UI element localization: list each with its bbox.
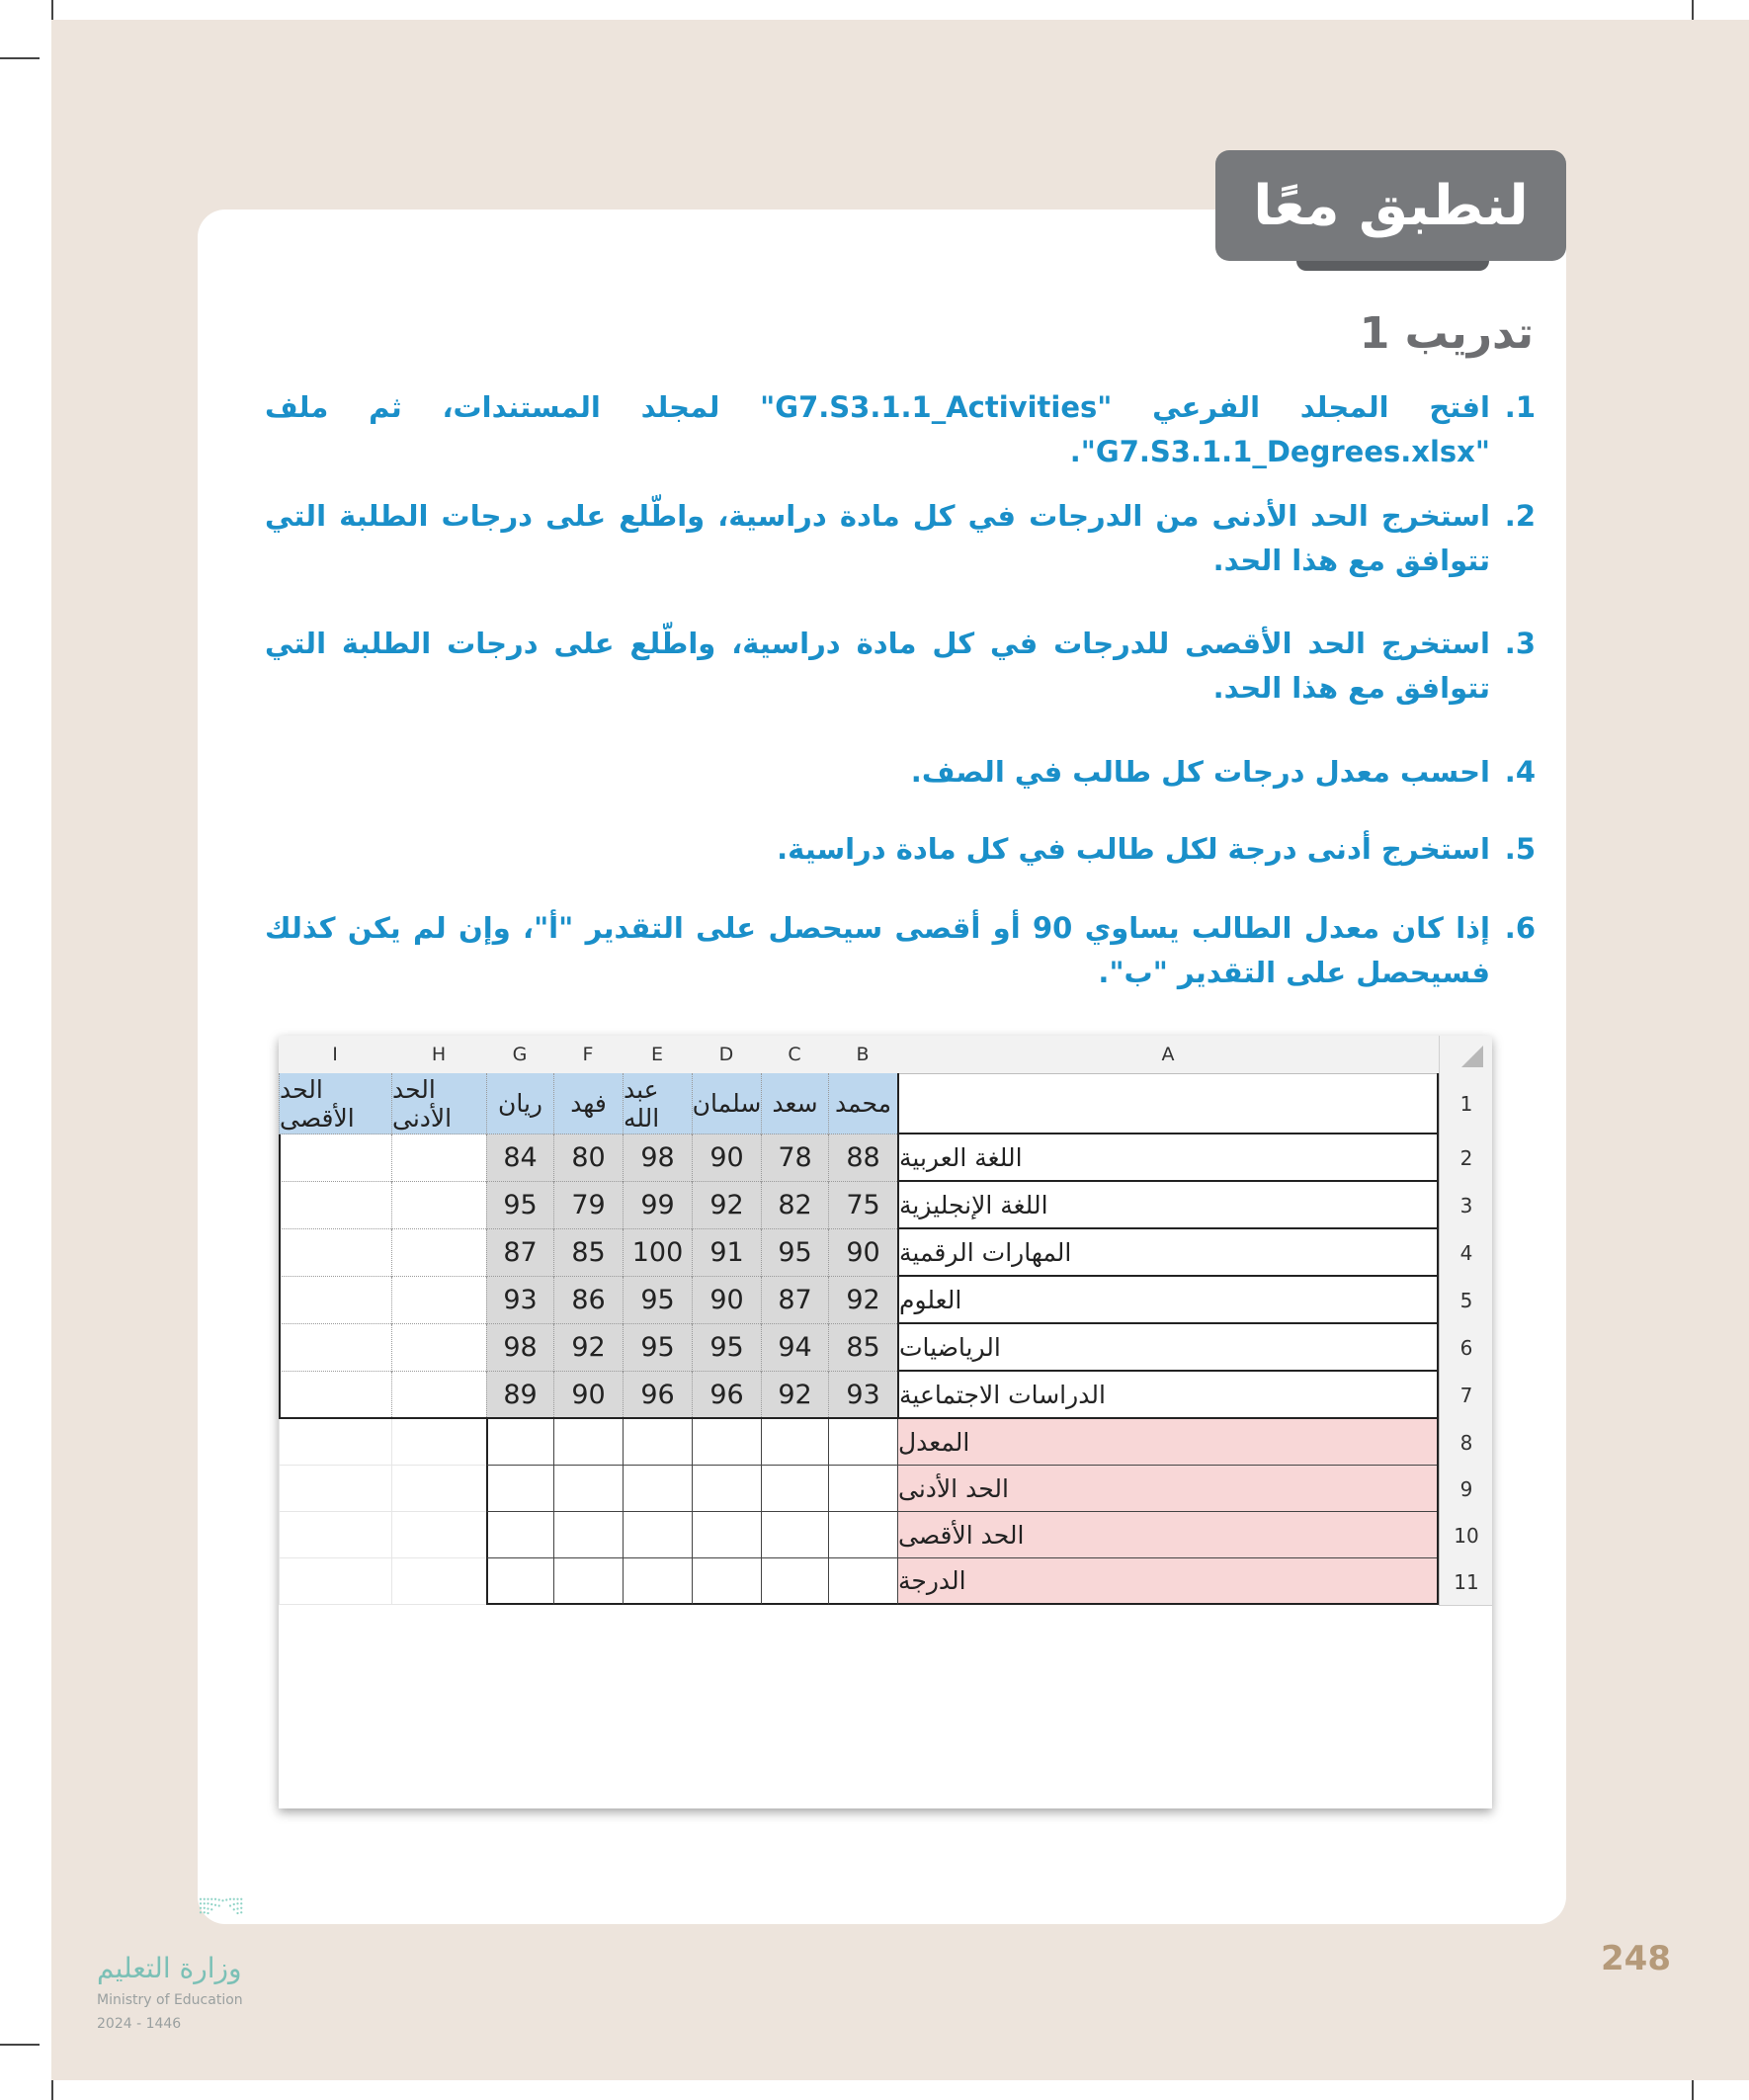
cell-b6[interactable]: 85 — [828, 1324, 897, 1372]
row-header-4[interactable]: 4 — [1439, 1229, 1492, 1278]
step-item — [265, 827, 1536, 906]
cell-a7[interactable]: الدراسات الاجتماعية — [897, 1372, 1439, 1419]
step-item — [265, 622, 1536, 750]
cell-a4[interactable]: المهارات الرقمية — [897, 1229, 1439, 1277]
crop-mark — [51, 2080, 53, 2100]
step-item — [265, 385, 1536, 494]
cell-h10[interactable] — [391, 1512, 486, 1558]
cell-a11[interactable]: الدرجة — [897, 1558, 1439, 1605]
cell-b3[interactable]: 75 — [828, 1182, 897, 1229]
cell-c1[interactable]: سعد — [761, 1073, 828, 1134]
step-number: 1. — [1504, 390, 1536, 424]
step-number: 4. — [1504, 755, 1536, 789]
cell-e2[interactable]: 98 — [623, 1134, 692, 1182]
cell-a8[interactable]: المعدل — [897, 1419, 1439, 1466]
step-number: 2. — [1504, 499, 1536, 533]
drill-title: تدريب 1 — [1359, 308, 1534, 359]
step-text: استخرج الحد الأقصى للدرجات في كل مادة دراسية، واطّلع على درجات الطلبة التي تتوافق مع هذا الحد. — [265, 627, 1490, 705]
cell-f2[interactable]: 80 — [553, 1134, 623, 1182]
cell-e6[interactable]: 95 — [623, 1324, 692, 1372]
cell-i10[interactable] — [279, 1512, 391, 1558]
cell-f7[interactable]: 90 — [553, 1372, 623, 1419]
step-item — [265, 906, 1536, 995]
step-text: استخرج أدنى درجة لكل طالب في كل مادة دراسية. — [777, 832, 1490, 866]
row-header-8[interactable]: 8 — [1439, 1419, 1492, 1467]
steps-list — [265, 385, 1536, 995]
cell-e9[interactable] — [623, 1466, 692, 1512]
cell-d4[interactable]: 91 — [692, 1229, 761, 1277]
cell-e1[interactable]: عبد الله — [623, 1073, 692, 1134]
step-number: 3. — [1504, 627, 1536, 660]
cell-b8[interactable] — [828, 1419, 897, 1466]
row-header-7[interactable]: 7 — [1439, 1372, 1492, 1420]
row-header-6[interactable]: 6 — [1439, 1324, 1492, 1373]
cell-i6[interactable] — [279, 1324, 391, 1372]
cell-h5[interactable] — [391, 1277, 486, 1324]
cell-b2[interactable]: 88 — [828, 1134, 897, 1182]
cell-d2[interactable]: 90 — [692, 1134, 761, 1182]
cell-b4[interactable]: 90 — [828, 1229, 897, 1277]
cell-i2[interactable] — [279, 1134, 391, 1182]
cell-i4[interactable] — [279, 1229, 391, 1277]
cell-e7[interactable]: 96 — [623, 1372, 692, 1419]
cell-f10[interactable] — [553, 1512, 623, 1558]
cell-g11[interactable] — [486, 1558, 553, 1605]
cell-b5[interactable]: 92 — [828, 1277, 897, 1324]
cell-g3[interactable]: 95 — [486, 1182, 553, 1229]
cell-d7[interactable]: 96 — [692, 1372, 761, 1419]
cell-g4[interactable]: 87 — [486, 1229, 553, 1277]
cell-i11[interactable] — [279, 1558, 391, 1605]
cell-c6[interactable]: 94 — [761, 1324, 828, 1372]
step-text: استخرج الحد الأدنى من الدرجات في كل مادة دراسية، واطّلع على درجات الطلبة التي تتوافق مع هذا الحد. — [265, 499, 1490, 577]
cell-c5[interactable]: 87 — [761, 1277, 828, 1324]
cell-e5[interactable]: 95 — [623, 1277, 692, 1324]
cell-g1[interactable]: ريان — [486, 1073, 553, 1134]
cell-f6[interactable]: 92 — [553, 1324, 623, 1372]
cell-c8[interactable] — [761, 1419, 828, 1466]
column-header-e[interactable]: E — [623, 1036, 693, 1074]
column-header-i[interactable]: I — [279, 1036, 392, 1074]
cell-f1[interactable]: فهد — [553, 1073, 623, 1134]
step-number: 5. — [1504, 832, 1536, 866]
cell-f4[interactable]: 85 — [553, 1229, 623, 1277]
crop-mark — [51, 0, 53, 20]
cell-d10[interactable] — [692, 1512, 761, 1558]
cell-c11[interactable] — [761, 1558, 828, 1605]
column-header-b[interactable]: B — [828, 1036, 898, 1074]
cell-a6[interactable]: الرياضيات — [897, 1324, 1439, 1372]
cell-f8[interactable] — [553, 1419, 623, 1466]
cell-g6[interactable]: 98 — [486, 1324, 553, 1372]
row-header-1[interactable]: 1 — [1439, 1073, 1492, 1135]
ministry-logo-icon — [97, 1895, 334, 1955]
cell-d11[interactable] — [692, 1558, 761, 1605]
cell-g2[interactable]: 84 — [486, 1134, 553, 1182]
step-text: احسب معدل درجات كل طالب في الصف. — [910, 755, 1490, 789]
cell-h9[interactable] — [391, 1466, 486, 1512]
ministry-year: 2024 - 1446 — [97, 2016, 182, 2032]
step-item — [265, 494, 1536, 622]
column-header-c[interactable]: C — [761, 1036, 829, 1074]
row-header-5[interactable]: 5 — [1439, 1277, 1492, 1325]
cell-i8[interactable] — [279, 1419, 391, 1466]
cell-e8[interactable] — [623, 1419, 692, 1466]
cell-a10[interactable]: الحد الأقصى — [897, 1512, 1439, 1558]
cell-c10[interactable] — [761, 1512, 828, 1558]
crop-mark — [1692, 0, 1694, 20]
crop-mark — [0, 57, 40, 59]
cell-f11[interactable] — [553, 1558, 623, 1605]
cell-b11[interactable] — [828, 1558, 897, 1605]
cell-i1[interactable]: الحد الأقصى — [279, 1073, 391, 1134]
cell-e11[interactable] — [623, 1558, 692, 1605]
step-item — [265, 750, 1536, 827]
cell-f5[interactable]: 86 — [553, 1277, 623, 1324]
cell-g5[interactable]: 93 — [486, 1277, 553, 1324]
cell-d1[interactable]: سلمان — [692, 1073, 761, 1134]
step-text: افتح المجلد الفرعي "G7.S3.1.1_Activities" لمجلد المستندات، ثم ملف "G7.S3.1.1_Degrees.xlsx". — [265, 390, 1490, 468]
cell-i9[interactable] — [279, 1466, 391, 1512]
ministry-name-ar: وزارة التعليم — [97, 1952, 242, 1984]
row-header-10[interactable]: 10 — [1439, 1512, 1492, 1559]
cell-c7[interactable]: 92 — [761, 1372, 828, 1419]
cell-d5[interactable]: 90 — [692, 1277, 761, 1324]
cell-a1[interactable] — [897, 1073, 1439, 1134]
column-header-f[interactable]: F — [553, 1036, 624, 1074]
spreadsheet — [279, 1036, 1492, 1808]
section-title: لنطبق معًا — [1253, 173, 1529, 238]
cell-h2[interactable] — [391, 1134, 486, 1182]
cell-b9[interactable] — [828, 1466, 897, 1512]
step-number: 6. — [1504, 911, 1536, 945]
cell-a9[interactable]: الحد الأدنى — [897, 1466, 1439, 1512]
cell-c3[interactable]: 82 — [761, 1182, 828, 1229]
cell-b1[interactable]: محمد — [828, 1073, 897, 1134]
cell-a5[interactable]: العلوم — [897, 1277, 1439, 1324]
cell-b10[interactable] — [828, 1512, 897, 1558]
cell-a3[interactable]: اللغة الإنجليزية — [897, 1182, 1439, 1229]
cell-e3[interactable]: 99 — [623, 1182, 692, 1229]
cell-g7[interactable]: 89 — [486, 1372, 553, 1419]
cell-c4[interactable]: 95 — [761, 1229, 828, 1277]
cell-b7[interactable]: 93 — [828, 1372, 897, 1419]
cell-i5[interactable] — [279, 1277, 391, 1324]
column-header-h[interactable]: H — [391, 1036, 487, 1074]
cell-d3[interactable]: 92 — [692, 1182, 761, 1229]
cell-d9[interactable] — [692, 1466, 761, 1512]
column-header-a[interactable]: A — [897, 1036, 1440, 1074]
page-number: 248 — [1601, 1939, 1671, 1978]
cell-f3[interactable]: 79 — [553, 1182, 623, 1229]
cell-h4[interactable] — [391, 1229, 486, 1277]
cell-i3[interactable] — [279, 1182, 391, 1229]
column-header-g[interactable]: G — [486, 1036, 554, 1074]
cell-i7[interactable] — [279, 1372, 391, 1419]
cell-h7[interactable] — [391, 1372, 486, 1419]
crop-mark — [0, 2044, 40, 2046]
cell-f9[interactable] — [553, 1466, 623, 1512]
cell-d8[interactable] — [692, 1419, 761, 1466]
cell-g8[interactable] — [486, 1419, 553, 1466]
cell-g10[interactable] — [486, 1512, 553, 1558]
cell-a2[interactable]: اللغة العربية — [897, 1134, 1439, 1182]
row-header-11[interactable]: 11 — [1439, 1558, 1492, 1606]
cell-h6[interactable] — [391, 1324, 486, 1372]
cell-h1[interactable]: الحد الأدنى — [391, 1073, 486, 1134]
cell-c9[interactable] — [761, 1466, 828, 1512]
select-all-triangle-icon — [1461, 1046, 1483, 1067]
select-all-corner[interactable] — [1439, 1036, 1492, 1074]
cell-h11[interactable] — [391, 1558, 486, 1605]
step-text: إذا كان معدل الطالب يساوي 90 أو أقصى سيحصل على التقدير "أ"، وإن لم يكن كذلك فسيحصل على التقدير "ب". — [265, 911, 1490, 989]
cell-e4[interactable]: 100 — [623, 1229, 692, 1277]
cell-d6[interactable]: 95 — [692, 1324, 761, 1372]
cell-h3[interactable] — [391, 1182, 486, 1229]
row-header-9[interactable]: 9 — [1439, 1466, 1492, 1513]
cell-g9[interactable] — [486, 1466, 553, 1512]
ministry-name-en: Ministry of Education — [97, 1992, 243, 2008]
cell-e10[interactable] — [623, 1512, 692, 1558]
crop-mark — [1692, 2080, 1694, 2100]
row-header-2[interactable]: 2 — [1439, 1134, 1492, 1183]
column-header-d[interactable]: D — [692, 1036, 762, 1074]
row-header-3[interactable]: 3 — [1439, 1182, 1492, 1230]
section-title-tab — [1215, 150, 1566, 261]
cell-h8[interactable] — [391, 1419, 486, 1466]
cell-c2[interactable]: 78 — [761, 1134, 828, 1182]
